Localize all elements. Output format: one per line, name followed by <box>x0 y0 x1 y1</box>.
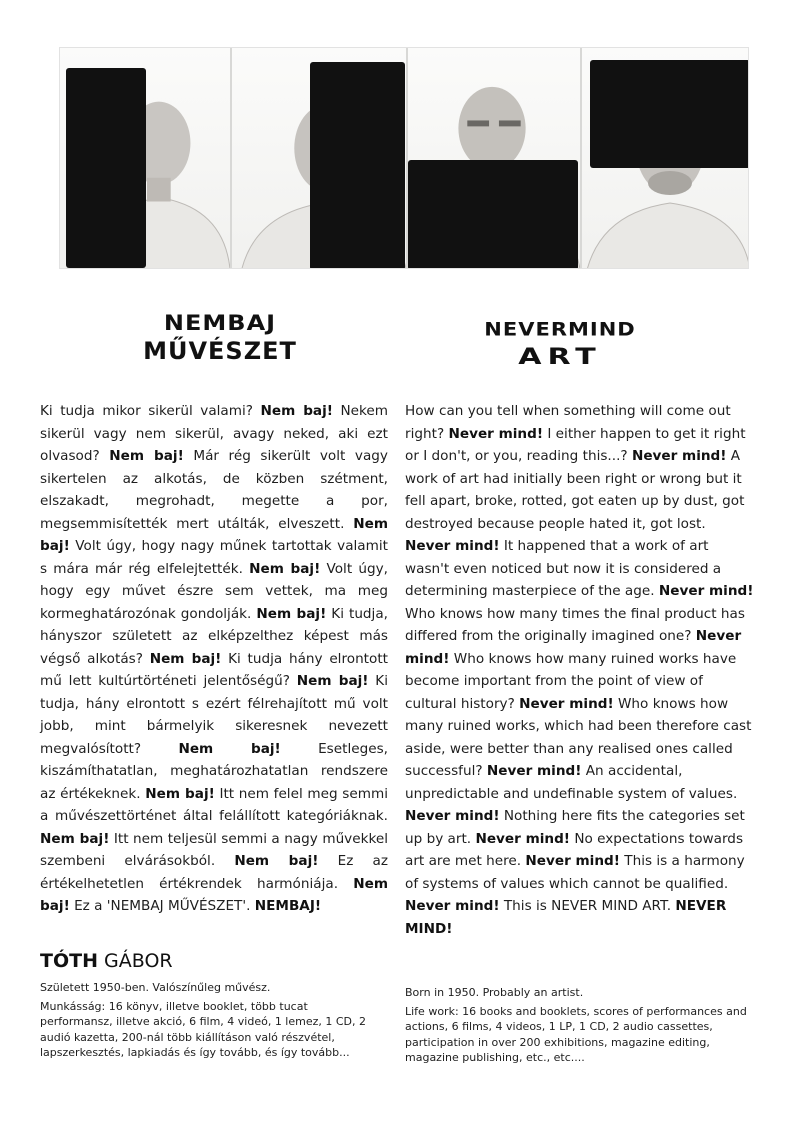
emphasis-phrase: Nem baj! <box>149 650 222 667</box>
text-run: I either happen to get it right or I don't, or you, reading this...? <box>405 425 746 464</box>
emphasis-phrase: Never mind! <box>405 898 500 914</box>
bio-hu-line2: Munkásság: 16 könyv, illetve booklet, több tucat performansz, illetve akció, 6 film, 4 videó, 1 lemez, 1 CD, 2 audió kazetta, 200-nál több kiállításon való részvétel, lapszerkesztés, lapkiadás és így tovább, és így tovább... <box>40 999 367 1059</box>
emphasis-phrase: Never mind! <box>405 808 500 824</box>
bio-hu-line1: Született 1950-ben. Valószínűleg művész. <box>40 981 271 994</box>
text-run: A work of art had initially been right or wrong but it fell apart, broke, rotted, got eaten up by dust, got destroyed because people hated it, got lost. <box>405 448 745 532</box>
black-censor-bar <box>590 60 749 168</box>
author-name <box>40 950 173 972</box>
text-run: How can you tell when something will come out right? <box>405 403 731 442</box>
title-hungarian <box>100 309 340 365</box>
emphasis-phrase: Nem baj! <box>234 853 319 869</box>
emphasis-phrase: Nem baj! <box>145 785 215 802</box>
emphasis-phrase: Nem baj! <box>40 515 388 554</box>
emphasis-phrase: Nem baj! <box>249 560 321 577</box>
english-text-column <box>405 400 755 940</box>
text-run: Volt úgy, hogy egy művet észre sem vettek, ma meg kormeghatározónak gondolják. <box>40 560 388 622</box>
text-run: Ki tudja hány elrontott mű lett kultúrtörténeti jelentőségű? <box>40 650 388 689</box>
portrait-photo-2 <box>232 48 408 269</box>
text-run: Nothing here fits the categories set up by art. <box>405 808 745 847</box>
black-censor-bar <box>66 68 146 268</box>
text-run: Itt nem felel meg semmi a művészettörténet által felállított kategóriáknak. <box>40 785 388 824</box>
text-run: No expectations towards art are met here. <box>405 830 744 869</box>
bio-en-line2: Life work: 16 books and booklets, scores of performances and actions, 6 films, 4 videos, 1 LP, 1 CD, 2 audio cassettes, participation in over 200 exhibitions, magazine editing, magazine publishing, etc., etc.... <box>405 1004 747 1064</box>
title-english <box>440 315 680 371</box>
emphasis-phrase: Nem baj! <box>40 875 388 914</box>
portrait-photo-3 <box>408 48 582 269</box>
bio-english <box>405 985 765 1069</box>
emphasis-phrase: Never mind! <box>519 695 614 712</box>
text-run: An accidental, unpredictable and undefinable system of values. <box>405 763 738 802</box>
portrait-photo-1 <box>60 48 232 269</box>
title-hu-line1: NEMBAJ <box>163 310 277 336</box>
text-run: This is NEVER MIND ART. <box>499 898 676 914</box>
emphasis-phrase: Nem baj! <box>109 448 184 464</box>
emphasis-phrase: Nem baj! <box>260 403 333 419</box>
text-run: Esetleges, kiszámíthatatlan, meghatározhatatlan rendszere az értékeknek. <box>40 740 388 802</box>
emphasis-phrase: Nem baj! <box>40 830 110 847</box>
emphasis-phrase: Never mind! <box>525 853 620 869</box>
title-en-line1: NEVERMIND <box>484 318 636 340</box>
emphasis-phrase: Nem baj! <box>178 740 281 757</box>
black-censor-bar <box>310 62 405 269</box>
emphasis-phrase: Never mind! <box>631 448 727 464</box>
emphasis-phrase: Never mind! <box>448 425 544 442</box>
text-run: Ez az értékelhetetlen értékrendek harmóniája. <box>40 853 388 892</box>
text-run: Ki tudja mikor sikerül valami? <box>40 403 261 419</box>
author-given-name: GÁBOR <box>104 950 173 972</box>
emphasis-phrase: NEMBAJ! <box>254 898 322 914</box>
emphasis-phrase: Never mind! <box>658 583 754 599</box>
photo-strip <box>59 47 749 269</box>
title-hu-line2: MŰVÉSZET <box>143 337 297 365</box>
title-en-line2: ART <box>518 343 602 370</box>
text-run: Már rég sikerült volt vagy sikertelen az alkotás, de közben szétment, elszakadt, megrohadt, megette a por, megsemmisítették mert utálták, elveszett. <box>40 448 388 532</box>
hungarian-text-column <box>40 400 388 918</box>
emphasis-phrase: Nem baj! <box>256 605 327 622</box>
emphasis-phrase: NEVER MIND! <box>405 898 727 937</box>
text-run: Itt nem teljesül semmi a nagy művekkel szembeni elvárásokból. <box>40 830 388 869</box>
text-run: Volt úgy, hogy nagy műnek tartottak valamit s mára már rég elfelejtették. <box>40 538 388 577</box>
author-surname: TÓTH <box>40 950 98 972</box>
emphasis-phrase: Never mind! <box>486 763 582 779</box>
emphasis-phrase: Never mind! <box>405 538 500 554</box>
text-run: Who knows how many ruined works, which had been therefore cast aside, were better than any realised ones called successful? <box>405 695 752 779</box>
emphasis-phrase: Never mind! <box>405 628 742 667</box>
emphasis-phrase: Nem baj! <box>296 673 369 689</box>
text-run: This is a harmony of systems of values which cannot be qualified. <box>405 853 745 892</box>
text-run: Nekem sikerül vagy nem sikerül, avagy neked, aki ezt olvasod? <box>40 403 388 464</box>
black-censor-bar <box>408 160 578 269</box>
text-run: Who knows how many ruined works have become important from the point of view of cultural history? <box>405 650 737 712</box>
portrait-photo-4 <box>582 48 749 269</box>
emphasis-phrase: Never mind! <box>475 830 570 847</box>
bio-hungarian <box>40 980 380 1064</box>
text-run: Who knows how many times the final product has differed from the originally imagined one? <box>405 605 745 644</box>
text-run: Ki tudja, hány elrontott s ezért félrehajított mű volt jobb, mint bármelyik sikeresnek nevezett megvalósított? <box>40 673 388 757</box>
text-run: Ez a 'NEMBAJ MŰVÉSZET'. <box>69 898 255 914</box>
text-run: Ki tudja, hányszor született az elképzelthez képest más végső alkotás? <box>40 605 388 667</box>
bio-en-line1: Born in 1950. Probably an artist. <box>405 986 584 999</box>
text-run: It happened that a work of art wasn't even noticed but now it is considered a determining masterpiece of the age. <box>405 538 722 599</box>
